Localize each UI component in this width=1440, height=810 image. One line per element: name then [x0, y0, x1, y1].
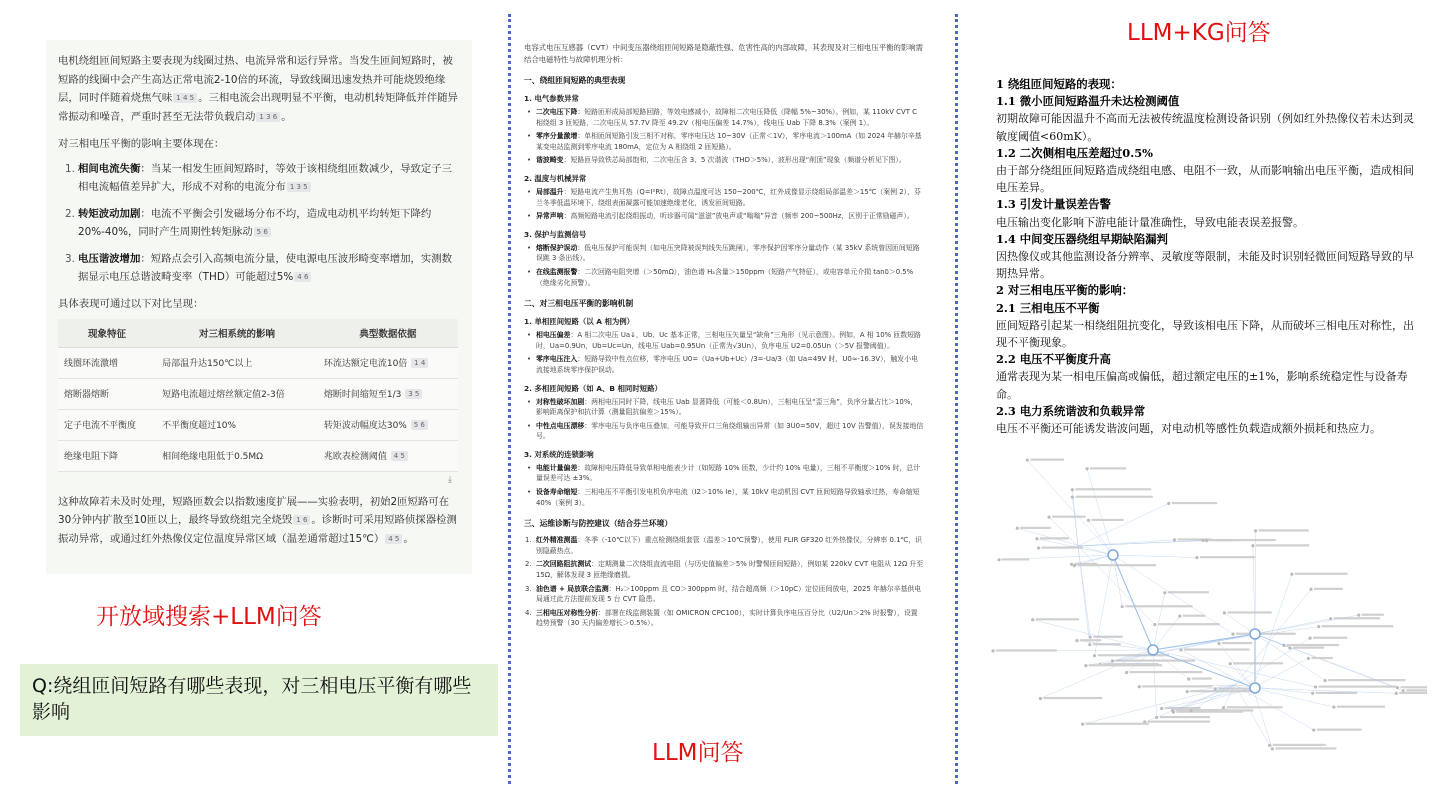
graph-node	[1125, 671, 1128, 674]
graph-node	[1195, 556, 1198, 559]
graph-edge	[1255, 615, 1359, 634]
list-item: • 局部温升：短路电流产生焦耳热（Q=I²Rt），故障点温度可达 150~200℃，红外成像显示绕组局部温差＞15℃（案例 2），芬兰冬季低温环境下，绕组表面凝露可能加速绝缘老化，诱发匝间短路。	[524, 187, 924, 208]
item-key: 异常声响	[536, 212, 564, 221]
divider-right	[955, 14, 958, 784]
kg-heading: 1.1 微小匝间短路温升未达检测阈值	[996, 94, 1180, 109]
graph-edge	[1078, 541, 1207, 546]
table-cell: 线圈环流激增	[58, 347, 156, 378]
effect-title: 相间电流失衡	[78, 162, 141, 175]
graph-node	[1160, 707, 1163, 710]
item-key: 局部温升	[536, 187, 564, 196]
graph-label-line	[1318, 686, 1396, 688]
item-key: 红外精准测温	[536, 536, 578, 545]
graph-node	[1071, 496, 1074, 499]
graph-label-line	[1293, 647, 1324, 649]
graph-label-line	[1130, 671, 1203, 673]
graph-hub-node	[1250, 683, 1260, 693]
graph-label-line	[1328, 679, 1405, 681]
citation-badge[interactable]: 4 5	[391, 451, 408, 461]
graph-label-line	[1295, 573, 1348, 575]
list-item: • 在线监测报警：二次回路电阻突增（＞50mΩ），油色谱 H₂含量＞150ppm（短路产气特征），或电容单元介损 tanδ＞0.5%（绝缘劣化预警）。	[524, 267, 924, 288]
llm-kg-answer-panel	[996, 76, 1416, 436]
table-cell: 环流达额定电流10倍 1 4	[318, 347, 458, 378]
list-item: 4. 三相电压对称性分析：部署在线监测装置（如 OMICRON CPC100），实时计算负序电压百分比（U2/Un＞2% 时报警），设置趋势预警（30 天内偏差增长＞0.5%）。	[525, 608, 918, 628]
item-key: 三相电压对称性分析	[536, 608, 599, 617]
item-key: 油色谱 + 局放联合监测	[536, 584, 609, 593]
item-key: 设备寿命缩短	[536, 488, 578, 497]
graph-node	[1016, 527, 1019, 530]
graph-label-line	[1172, 502, 1217, 504]
graph-label-line	[1075, 488, 1151, 490]
graph-label-line	[1036, 618, 1079, 620]
table-row	[58, 378, 458, 409]
bullet-list	[524, 330, 924, 375]
effects-list	[58, 160, 462, 287]
graph-label-line	[996, 649, 1057, 651]
graph-hub-node	[1250, 629, 1260, 639]
graph-node	[1254, 529, 1257, 532]
list-item: • 相电压偏差：A 相二次电压 Ua↓，Ub、Uc 基本正常，三相电压矢量呈“缺角”三角形（见示意图）。例如，A 相 10% 匝数短路时，Ua=0.9Un，Ub=Uc=Un，线电压 Uab=0.95Un（正常为√3Un），负序电压 U2=0.05Un（＞5V 报警阈值）。	[524, 330, 924, 351]
graph-node	[1187, 677, 1190, 680]
label-llm-kg: LLM+KG问答	[1127, 20, 1271, 46]
graph-label-line	[1160, 716, 1210, 718]
graph-node	[1121, 605, 1124, 608]
item-key: 二次回路阻抗测试	[536, 560, 592, 569]
citation-badge[interactable]: 1 3 5	[287, 182, 311, 192]
table-cell: 熔断时间缩短至1/3 3 5	[318, 378, 458, 409]
table-header-row	[58, 319, 458, 347]
item-key: 中性点电压漂移	[536, 421, 585, 430]
table-header-cell: 现象特征	[58, 319, 156, 347]
graph-label-line	[1091, 519, 1123, 521]
kg-heading: 2.2 电压不平衡度升高	[996, 352, 1111, 367]
graph-label-line	[1227, 611, 1271, 613]
table-cell: 不平衡度超过10%	[156, 409, 318, 440]
llm-answer-panel	[524, 42, 924, 727]
subsection-heading: 3. 保护与监测信号	[524, 229, 587, 239]
graph-node	[1251, 544, 1254, 547]
knowledge-graph	[985, 442, 1427, 760]
kg-heading: 1.3 引发计量误差告警	[996, 197, 1111, 212]
citation-badge[interactable]: 5 6	[254, 227, 271, 237]
graph-node	[997, 558, 1000, 561]
list-item: • 二次电压下降：短路匝形成局部短路回路，等效电感减小，故障相二次电压降低（降幅 5%~30%）。例如，某 110kV CVT C 相绕组 3 匝短路，二次电压从 57.7V 降至 49.2V（相电压偏差 14.7%），线电压 Uab 下降 8.3%（案例 1）。	[524, 107, 924, 128]
list-item: • 异常声响：高频短路电流引起绕组振动，听诊器可闻“滋滋”放电声或“嗡嗡”异音（频率 200~500Hz，区别于正常励磁声）。	[524, 211, 924, 222]
table-intro: 具体表现可通过以下对比呈现：	[58, 297, 204, 310]
graph-node	[1288, 646, 1291, 649]
list-item: • 中性点电压漂移：零序电压与负序电压叠加，可能导致开口三角绕组输出异常（如 3U0=50V，超过 10V 告警值），误发接地信号。	[524, 421, 924, 442]
graph-edge	[1027, 460, 1113, 555]
item-key: 零序分量激增	[536, 132, 578, 141]
graph-label-line	[1020, 527, 1051, 529]
graph-label-line	[1030, 459, 1064, 461]
graph-label-line	[1317, 729, 1362, 731]
list-item: 3. 油色谱 + 局放联合监测：H₂＞100ppm 且 CO＞300ppm 时，结合超高频（＞10pC）定位匝间放电，2025 年赫尔辛基供电局通过此方法提前发现 5 台 CVT 隐患。	[525, 584, 922, 604]
citation-badge[interactable]: 4 5	[385, 534, 402, 544]
kg-text: 初期故障可能因温升不高而无法被传统温度检测设备识别（例如红外热像仪若未达到灵敏度阈值<60mK）。	[996, 112, 1414, 143]
effect-number: 1.	[65, 162, 75, 175]
graph-node	[1317, 625, 1320, 628]
graph-label-line	[1192, 677, 1212, 679]
graph-node	[1153, 623, 1156, 626]
graph-hub-node	[1108, 550, 1118, 560]
graph-edge	[1088, 520, 1113, 555]
graph-label-line	[1080, 639, 1101, 641]
list-item: • 零序分量激增：单相匝间短路引发三相不对称，零序电压达 10~30V（正常＜1V），零序电流＞100mA（如 2024 年赫尔辛基某变电站监测到零序电流 180mA，定位为 A 相绕组 2 匝短路）。	[524, 131, 924, 152]
graph-node	[1026, 458, 1029, 461]
graph-node	[1205, 539, 1208, 542]
graph-node	[1075, 639, 1078, 642]
graph-node	[1048, 515, 1051, 518]
graph-node	[1217, 642, 1220, 645]
effect-title: 转矩波动加剧	[78, 207, 141, 220]
table-row	[58, 440, 458, 471]
graph-edge	[1181, 650, 1253, 688]
graph-label-line	[1259, 529, 1309, 531]
item-key: 对称性破坏加剧	[536, 397, 585, 406]
graph-node	[1070, 563, 1073, 566]
graph-node	[1167, 502, 1170, 505]
graph-node	[1138, 685, 1141, 688]
item-key: 电能计量偏差	[536, 463, 578, 472]
kg-text: 电压不平衡还可能诱发谐波问题，对电动机等感性负载造成额外损耗和热应力。	[996, 422, 1381, 436]
graph-edge	[1049, 517, 1078, 546]
graph-label-line	[1052, 516, 1085, 518]
kg-text: 因热像仪或其他监测设备分辨率、灵敏度等限制，未能及时识别轻微匝间短路导致的早期热异常。	[996, 250, 1414, 281]
graph-label-line	[1168, 591, 1209, 593]
graph-node	[1093, 654, 1096, 657]
label-llm: LLM问答	[652, 740, 744, 766]
bullet-list	[524, 463, 924, 508]
graph-label-line	[1314, 588, 1343, 590]
graph-hub-node	[1148, 645, 1158, 655]
graph-label-line	[1233, 662, 1283, 664]
kg-heading: 2.1 三相电压不平衡	[996, 300, 1100, 315]
table-cell: 局部温升达150℃以上	[156, 347, 318, 378]
graph-node	[1222, 706, 1225, 709]
graph-node	[1081, 723, 1084, 726]
citation-badge[interactable]: 1 4	[411, 358, 428, 368]
graph-node	[1173, 538, 1176, 541]
graph-label-line	[1256, 544, 1309, 546]
graph-label-line	[1148, 721, 1210, 723]
question-box	[20, 664, 498, 736]
list-item: • 设备寿命缩短：三相电压不平衡引发电机负序电流（I2＞10% Ie），某 10kV 电动机因 CVT 匝间短路导致轴承过热，寿命缩短 40%（案例 3）。	[524, 487, 924, 508]
answer-summary: 这种故障若未及时处理，短路匝数会以指数速度扩展——实验表明，初始2匝短路可在30分钟内扩散至10匝以上，最终导致绕组完全烧毁 1 6 。诊断时可采用短路侦探器检测振动异常，或通过红外热像仪定位温度异常区域（温差通常超过15℃） 4 5 。	[58, 495, 457, 545]
graph-node	[1223, 611, 1226, 614]
item-key: 熔断保护误动	[536, 243, 578, 252]
table-cell: 兆欧表检测阈值 4 5	[318, 440, 458, 471]
graph-label-line	[1158, 623, 1220, 625]
subsection-heading: 1. 单相匝间短路（以 A 相为例）	[524, 317, 635, 327]
graph-label-line	[1399, 692, 1427, 694]
effects-heading: 对三相电压平衡的影响主要体现在：	[58, 138, 225, 150]
kg-heading: 2 对三相电压平衡的影响：	[996, 283, 1134, 298]
table-cell: 绝缘电阻下降	[58, 440, 156, 471]
citation-badge[interactable]: 1 6	[293, 515, 310, 525]
graph-edge	[1153, 616, 1180, 650]
graph-label-line	[1075, 496, 1152, 498]
graph-node	[1087, 519, 1090, 522]
list-item: • 电能计量偏差：故障相电压降低导致单相电能表少计（如短路 10% 匝数，少计约 10% 电量），三相不平衡度＞10% 时，总计量误差可达 ±3%。	[524, 463, 924, 484]
graph-edge	[1113, 555, 1122, 607]
graph-edge	[1113, 555, 1233, 634]
graph-edge	[1077, 641, 1153, 650]
citation-badge[interactable]: 1 4 5	[173, 93, 197, 103]
kg-text: 匝间短路引起某一相绕组阻抗变化，导致该相电压下降，从而破坏三相电压对称性，出现不平衡现象。	[996, 318, 1414, 350]
graph-node	[1035, 537, 1038, 540]
list-item: • 零序电压注入：短路导致中性点位移，零序电压 U0=（Ua+Ub+Uc）/3=-Ua/3（如 Ua=49V 时，U0≈-16.3V），触发小电流接地系统零序保护误动。	[524, 354, 924, 375]
question-text: Q:绕组匝间短路有哪些表现，对三相电压平衡有哪些影响	[32, 675, 472, 723]
answer-intro: 电机绕组匝间短路主要表现为线圈过热、电流异常和运行异常。当发生匝间短路时，被短路的线圈中会产生高达正常电流2-10倍的环流，导致线圈迅速发热并可能烧毁绝缘层，同时伴随着烧焦气味 1 4 5 。三相电流会出现明显不平衡，电动机转矩降低并伴随异常振动和噪音，严重时甚至无法带负载启动 1 3 6 。	[58, 55, 458, 123]
graph-node	[1395, 692, 1398, 695]
graph-node	[1311, 692, 1314, 695]
graph-label-line	[1090, 467, 1126, 469]
graph-node	[1307, 657, 1310, 660]
graph-node	[1324, 679, 1327, 682]
graph-label-line	[1089, 664, 1162, 666]
graph-node	[1271, 747, 1274, 750]
item-key: 相电压偏差	[536, 331, 571, 340]
graph-label-line	[1165, 707, 1201, 709]
graph-node	[1186, 690, 1189, 693]
subsection-heading: 1. 电气参数异常	[524, 94, 579, 103]
graph-node	[1201, 539, 1204, 542]
item-key: 在线监测报警	[536, 267, 578, 276]
graph-edge	[1153, 650, 1315, 687]
graph-node	[1071, 488, 1074, 491]
graph-label-line	[1273, 744, 1326, 746]
divider-left	[508, 14, 511, 784]
graph-node	[1039, 697, 1042, 700]
label-open-search-llm: 开放域搜索+LLM问答	[96, 604, 322, 630]
list-item: 2. 二次回路阻抗测试：定期测量二次绕组直流电阻（与历史值偏差＞5% 时警惕匝间短路），例如某 220kV CVT 电阻从 12Ω 升至 15Ω，解体发现 3 匝绝缘磨损。	[525, 560, 924, 580]
list-item: • 对称性破坏加剧：两相电压同时下降，线电压 Uab 显著降低（可能＜0.8Un），三相电压呈“歪三角”，负序分量占比＞10%，影响距离保护和抗计算（测量阻抗偏差＞15%）。	[524, 397, 924, 418]
graph-edge	[1113, 555, 1197, 558]
graph-label-line	[1287, 644, 1339, 646]
graph-edge	[1017, 528, 1113, 555]
graph-label-line	[1041, 547, 1082, 549]
kg-heading: 1.2 二次侧相电压差超过0.5%	[996, 145, 1153, 160]
comparison-table	[58, 319, 458, 472]
graph-node	[1308, 637, 1311, 640]
numbered-list	[524, 535, 924, 629]
bullet-list	[524, 397, 924, 442]
section-heading: 三、运维诊断与防控建议（结合芬兰环境）	[524, 519, 673, 529]
graph-edge	[1087, 469, 1113, 555]
graph-label-line	[1313, 637, 1347, 639]
graph-label-line	[1086, 723, 1149, 725]
table-header-cell: 对三相系统的影响	[156, 319, 318, 347]
graph-label-line	[1362, 614, 1384, 616]
bullet-list	[524, 187, 924, 222]
bullet-list	[524, 243, 924, 288]
table-cell: 短路电流超过熔丝额定值2-3倍	[156, 378, 318, 409]
graph-label-line	[1040, 537, 1069, 539]
graph-label-line	[1275, 747, 1336, 749]
graph-edge	[1083, 685, 1235, 724]
graph-edge	[1255, 531, 1256, 634]
graph-node	[1290, 573, 1293, 576]
kg-heading: 1.4 中间变压器绕组早期缺陷漏判	[996, 231, 1168, 246]
table-cell: 定子电流不平衡度	[58, 409, 156, 440]
graph-node	[1085, 467, 1088, 470]
graph-node	[1037, 546, 1040, 549]
graph-edge	[1033, 620, 1153, 650]
effect-number: 2.	[65, 207, 75, 220]
kg-text: 由于部分绕组匝间短路造成绕组电感、电阻不一致，从而影响输出电压平衡，造成相间电压差异。	[996, 164, 1414, 195]
graph-label-line	[1322, 625, 1394, 627]
graph-label-line	[1311, 657, 1332, 659]
kg-text: 电压输出变化影响下游电能计量准确性，导致电能表误差报警。	[996, 215, 1304, 229]
graph-node	[1312, 728, 1315, 731]
graph-label-line	[1222, 642, 1252, 644]
table-row	[58, 409, 458, 440]
graph-edge	[1235, 685, 1270, 745]
graph-node	[1357, 614, 1360, 617]
graph-node	[1229, 662, 1232, 665]
llm-intro: 电容式电压互感器（CVT）中间变压器绕组匝间短路是隐蔽性强、危害性高的内部故障，其表现及对三相电压平衡的影响需结合电磁特性与故障机理分析：	[524, 43, 924, 64]
effect-item: 2. 转矩波动加剧：电流不平衡会引发磁场分布不均，造成电动机平均转矩下降约20%-40%，同时产生周期性转矩脉动 5 6	[58, 205, 462, 242]
citation-badge[interactable]: 3 5	[405, 389, 422, 399]
table-header-cell: 典型数据依据	[318, 319, 458, 347]
graph-label-line	[1236, 633, 1296, 635]
subsection-heading: 3. 对系统的连锁影响	[524, 449, 594, 459]
table-cell: 转矩波动幅度达30% 5 6	[318, 409, 458, 440]
effect-title: 电压谐波增加	[78, 252, 141, 265]
graph-label-line	[1401, 686, 1427, 688]
item-key: 零序电压注入	[536, 355, 578, 364]
graph-node	[991, 649, 994, 652]
section-heading: 一、绕组匝间短路的典型表现	[524, 76, 626, 85]
graph-node	[1314, 685, 1317, 688]
section-heading: 二、对三相电压平衡的影响机制	[524, 299, 634, 309]
citation-badge[interactable]: 4 6	[294, 272, 311, 282]
table-row	[58, 347, 458, 378]
kg-heading: 2.3 电力系统谐波和负载异常	[996, 403, 1146, 418]
graph-label-line	[1200, 556, 1255, 558]
graph-node	[1073, 564, 1076, 567]
graph-label-line	[1227, 706, 1283, 708]
subsection-heading: 2. 温度与机械异常	[524, 173, 587, 183]
graph-node	[1178, 615, 1181, 618]
graph-node	[1309, 588, 1312, 591]
graph-node	[1084, 664, 1087, 667]
list-item: 1. 红外精准测温：冬季（-10℃以下）重点检测绕组套管（温差＞10℃预警），使用 FLIR GF320 红外热像仪，分辨率 0.1℃，识别隐蔽热点。	[525, 536, 922, 555]
item-key: 谐波畸变	[536, 156, 564, 165]
graph-node	[1163, 591, 1166, 594]
list-item: • 谐波畸变：短路匝导致铁芯局部饱和，二次电压含 3、5 次谐波（THD＞5%），波形出现“削顶”现象（频谱分析见下图）。	[524, 155, 924, 166]
graph-node	[1231, 633, 1234, 636]
graph-node	[1031, 618, 1034, 621]
kg-text: 通常表现为某一相电压偏高或偏低，超过额定电压的±1%，影响系统稳定性与设备寿命。	[996, 370, 1408, 401]
graph-label-line	[1184, 648, 1250, 650]
graph-label-line	[1210, 539, 1239, 541]
graph-node	[1189, 709, 1192, 712]
graph-label-line	[1002, 558, 1029, 560]
graph-label-line	[1194, 709, 1253, 711]
citation-badge[interactable]: 5 6	[411, 420, 428, 430]
list-item: • 熔断保护误动：低电压保护可能误判（如电压突降被误判线失压跳闸），零序保护因零序分量动作（某 35kV 系统曾因匝间短路误跳 3 条出线）。	[524, 243, 924, 264]
table-cell: 熔断器熔断	[58, 378, 156, 409]
graph-node	[1332, 705, 1335, 708]
item-key: 二次电压下降	[536, 108, 578, 116]
download-icon[interactable]: ⤓	[448, 474, 452, 485]
graph-edge	[1072, 490, 1078, 546]
effect-item: 1. 相间电流失衡：当某一相发生匝间短路时，等效于该相绕组匝数减少，导致定子三相电流幅值差异扩大，形成不对称的电流分布 1 3 5	[58, 160, 462, 197]
effect-number: 3.	[65, 252, 75, 265]
open-search-answer-panel	[46, 40, 472, 574]
graph-node	[1088, 643, 1091, 646]
graph-edge	[1153, 593, 1165, 650]
subsection-heading: 2. 多相匝间短路（如 A、B 相同时短路）	[524, 383, 662, 393]
kg-heading: 1 绕组匝间短路的表现：	[996, 77, 1122, 91]
graph-edge	[1078, 540, 1174, 546]
graph-edge	[1235, 589, 1311, 685]
effect-item: 3. 电压谐波增加：短路点会引入高频电流分量，使电源电压波形畸变率增加，实测数据显示电压总谐波畸变率（THD）可能超过5% 4 6	[58, 250, 462, 287]
graph-label-line	[1183, 615, 1205, 617]
table-cell: 相间绝缘电阻低于0.5MΩ	[156, 440, 318, 471]
citation-badge[interactable]: 1 3 6	[256, 112, 280, 122]
graph-label-line	[1142, 685, 1212, 687]
graph-label-line	[1043, 697, 1102, 699]
graph-edge	[1253, 688, 1334, 707]
bullet-list	[524, 107, 924, 166]
graph-label-line	[1337, 706, 1385, 708]
graph-edge	[1253, 546, 1255, 634]
graph-label-line	[1406, 689, 1427, 691]
graph-label-line	[1316, 692, 1357, 694]
graph-edge	[1153, 650, 1255, 688]
